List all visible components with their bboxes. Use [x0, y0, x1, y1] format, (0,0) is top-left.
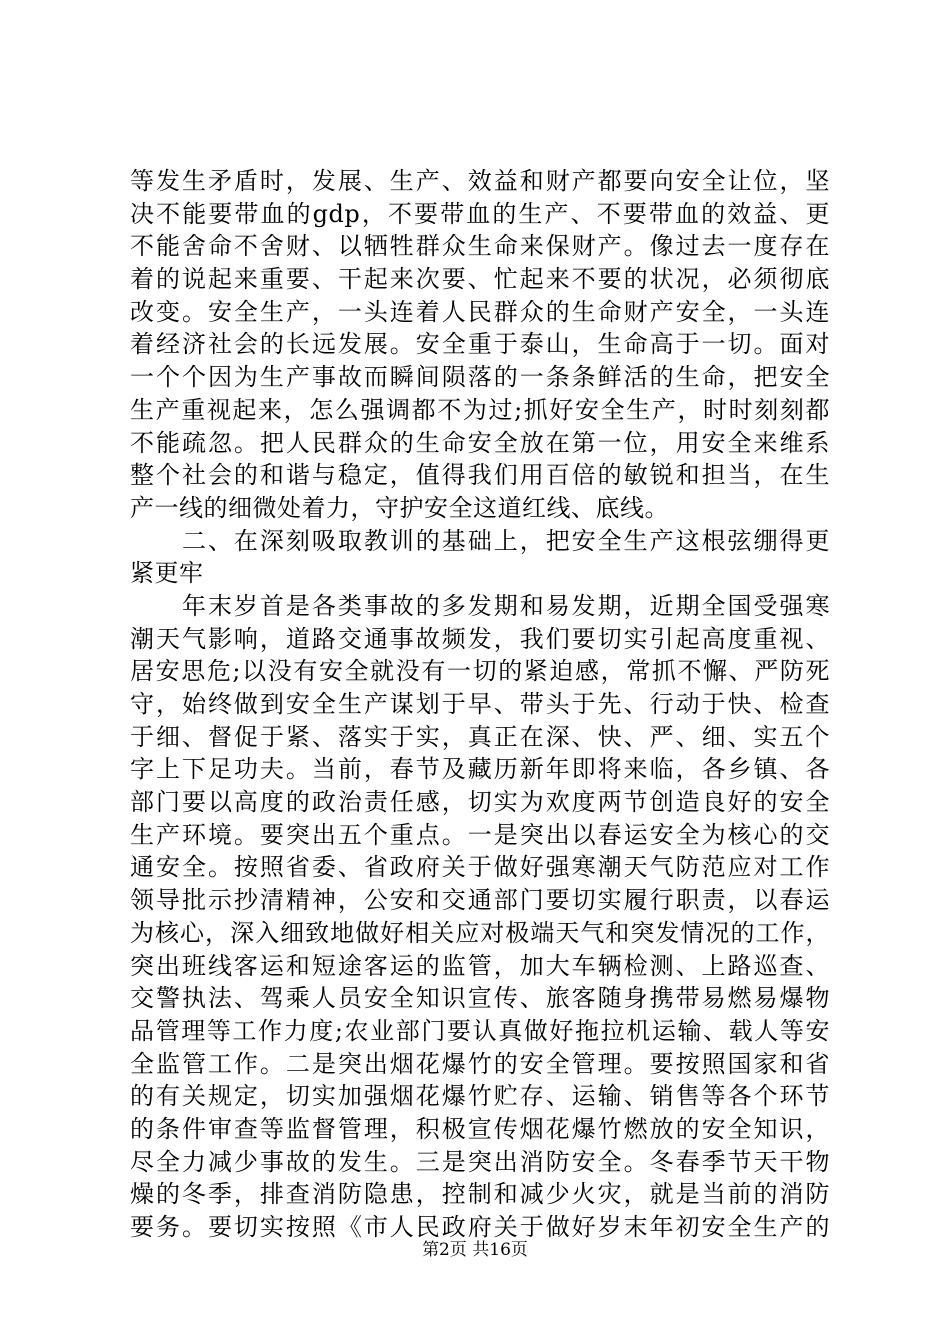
text-line: 居安思危;以没有安全就没有一切的紧迫感，常抓不懈、严防死 — [130, 657, 830, 686]
text-line: 交警执法、驾乘人员安全知识宣传、旅客随身携带易燃易爆物 — [130, 984, 830, 1013]
text-line: 生产重视起来，怎么强调都不为过;抓好安全生产，时时刻刻都 — [130, 395, 830, 424]
text-line: 突出班线客运和短途客运的监管，加大车辆检测、上路巡查、 — [130, 951, 830, 980]
text-line: 部门要以高度的政治责任感，切实为欢度两节创造良好的安全 — [130, 788, 830, 817]
text-line: 品管理等工作力度;农业部门要认真做好拖拉机运输、载人等安 — [130, 1016, 830, 1045]
text-line: 尽全力减少事故的发生。三是突出消防安全。冬春季节天干物 — [130, 1147, 830, 1176]
text-line: 着经济社会的长远发展。安全重于泰山，生命高于一切。面对 — [130, 330, 830, 359]
text-line: 改变。安全生产，一头连着人民群众的生命财产安全，一头连 — [130, 297, 830, 326]
text-line: 决不能要带血的gdp，不要带血的生产、不要带血的效益、更 — [130, 199, 830, 228]
text-line: 着的说起来重要、干起来次要、忙起来不要的状况，必须彻底 — [130, 265, 830, 294]
text-line: 于细、督促于紧、落实于实，真正在深、快、严、细、实五个 — [130, 722, 830, 751]
text-line: 不能疏忽。把人民群众的生命安全放在第一位，用安全来维系 — [130, 428, 830, 457]
section-heading-line: 二、在深刻吸取教训的基础上，把安全生产这根弦绷得更 — [130, 526, 830, 555]
page-number-footer: 第2页 共16页 — [422, 1240, 528, 1260]
text-line: 燥的冬季，排查消防隐患，控制和减少火灾，就是当前的消防 — [130, 1180, 830, 1209]
text-line: 不能舍命不舍财、以牺牲群众生命来保财产。像过去一度存在 — [130, 232, 830, 261]
paragraph-end-line: 产一线的细微处着力，守护安全这道红线、底线。 — [130, 493, 669, 522]
text-line: 字上下足功夫。当前，春节及藏历新年即将来临，各乡镇、各 — [130, 755, 830, 784]
text-line: 整个社会的和谐与稳定，值得我们用百倍的敏锐和担当，在生 — [130, 461, 830, 490]
text-line: 生产环境。要突出五个重点。一是突出以春运安全为核心的交 — [130, 820, 830, 849]
text-line: 的条件审查等监督管理，积极宣传烟花爆竹燃放的安全知识， — [130, 1114, 830, 1143]
text-line: 年末岁首是各类事故的多发期和易发期，近期全国受强寒 — [130, 591, 830, 620]
text-line: 等发生矛盾时，发展、生产、效益和财产都要向安全让位，坚 — [130, 167, 830, 195]
text-line: 领导批示抄清精神，公安和交通部门要切实履行职责，以春运 — [130, 886, 830, 915]
text-line: 的有关规定，切实加强烟花爆竹贮存、运输、销售等各个环节 — [130, 1082, 830, 1111]
text-line: 为核心，深入细致地做好相关应对极端天气和突发情况的工作， — [130, 918, 830, 947]
text-line: 全监管工作。二是突出烟花爆竹的安全管理。要按照国家和省 — [130, 1049, 830, 1078]
text-line: 要务。要切实按照《市人民政府关于做好岁末年初安全生产的 — [130, 1213, 830, 1241]
body-text — [130, 165, 830, 1244]
section-heading-end-line: 紧更牢 — [130, 559, 204, 588]
text-line: 通安全。按照省委、省政府关于做好强寒潮天气防范应对工作 — [130, 853, 830, 882]
text-line: 潮天气影响，道路交通事故频发，我们要切实引起高度重视、 — [130, 624, 830, 653]
text-line: 一个个因为生产事故而瞬间陨落的一条条鲜活的生命，把安全 — [130, 363, 830, 392]
text-line: 守，始终做到安全生产谋划于早、带头于先、行动于快、检查 — [130, 690, 830, 718]
